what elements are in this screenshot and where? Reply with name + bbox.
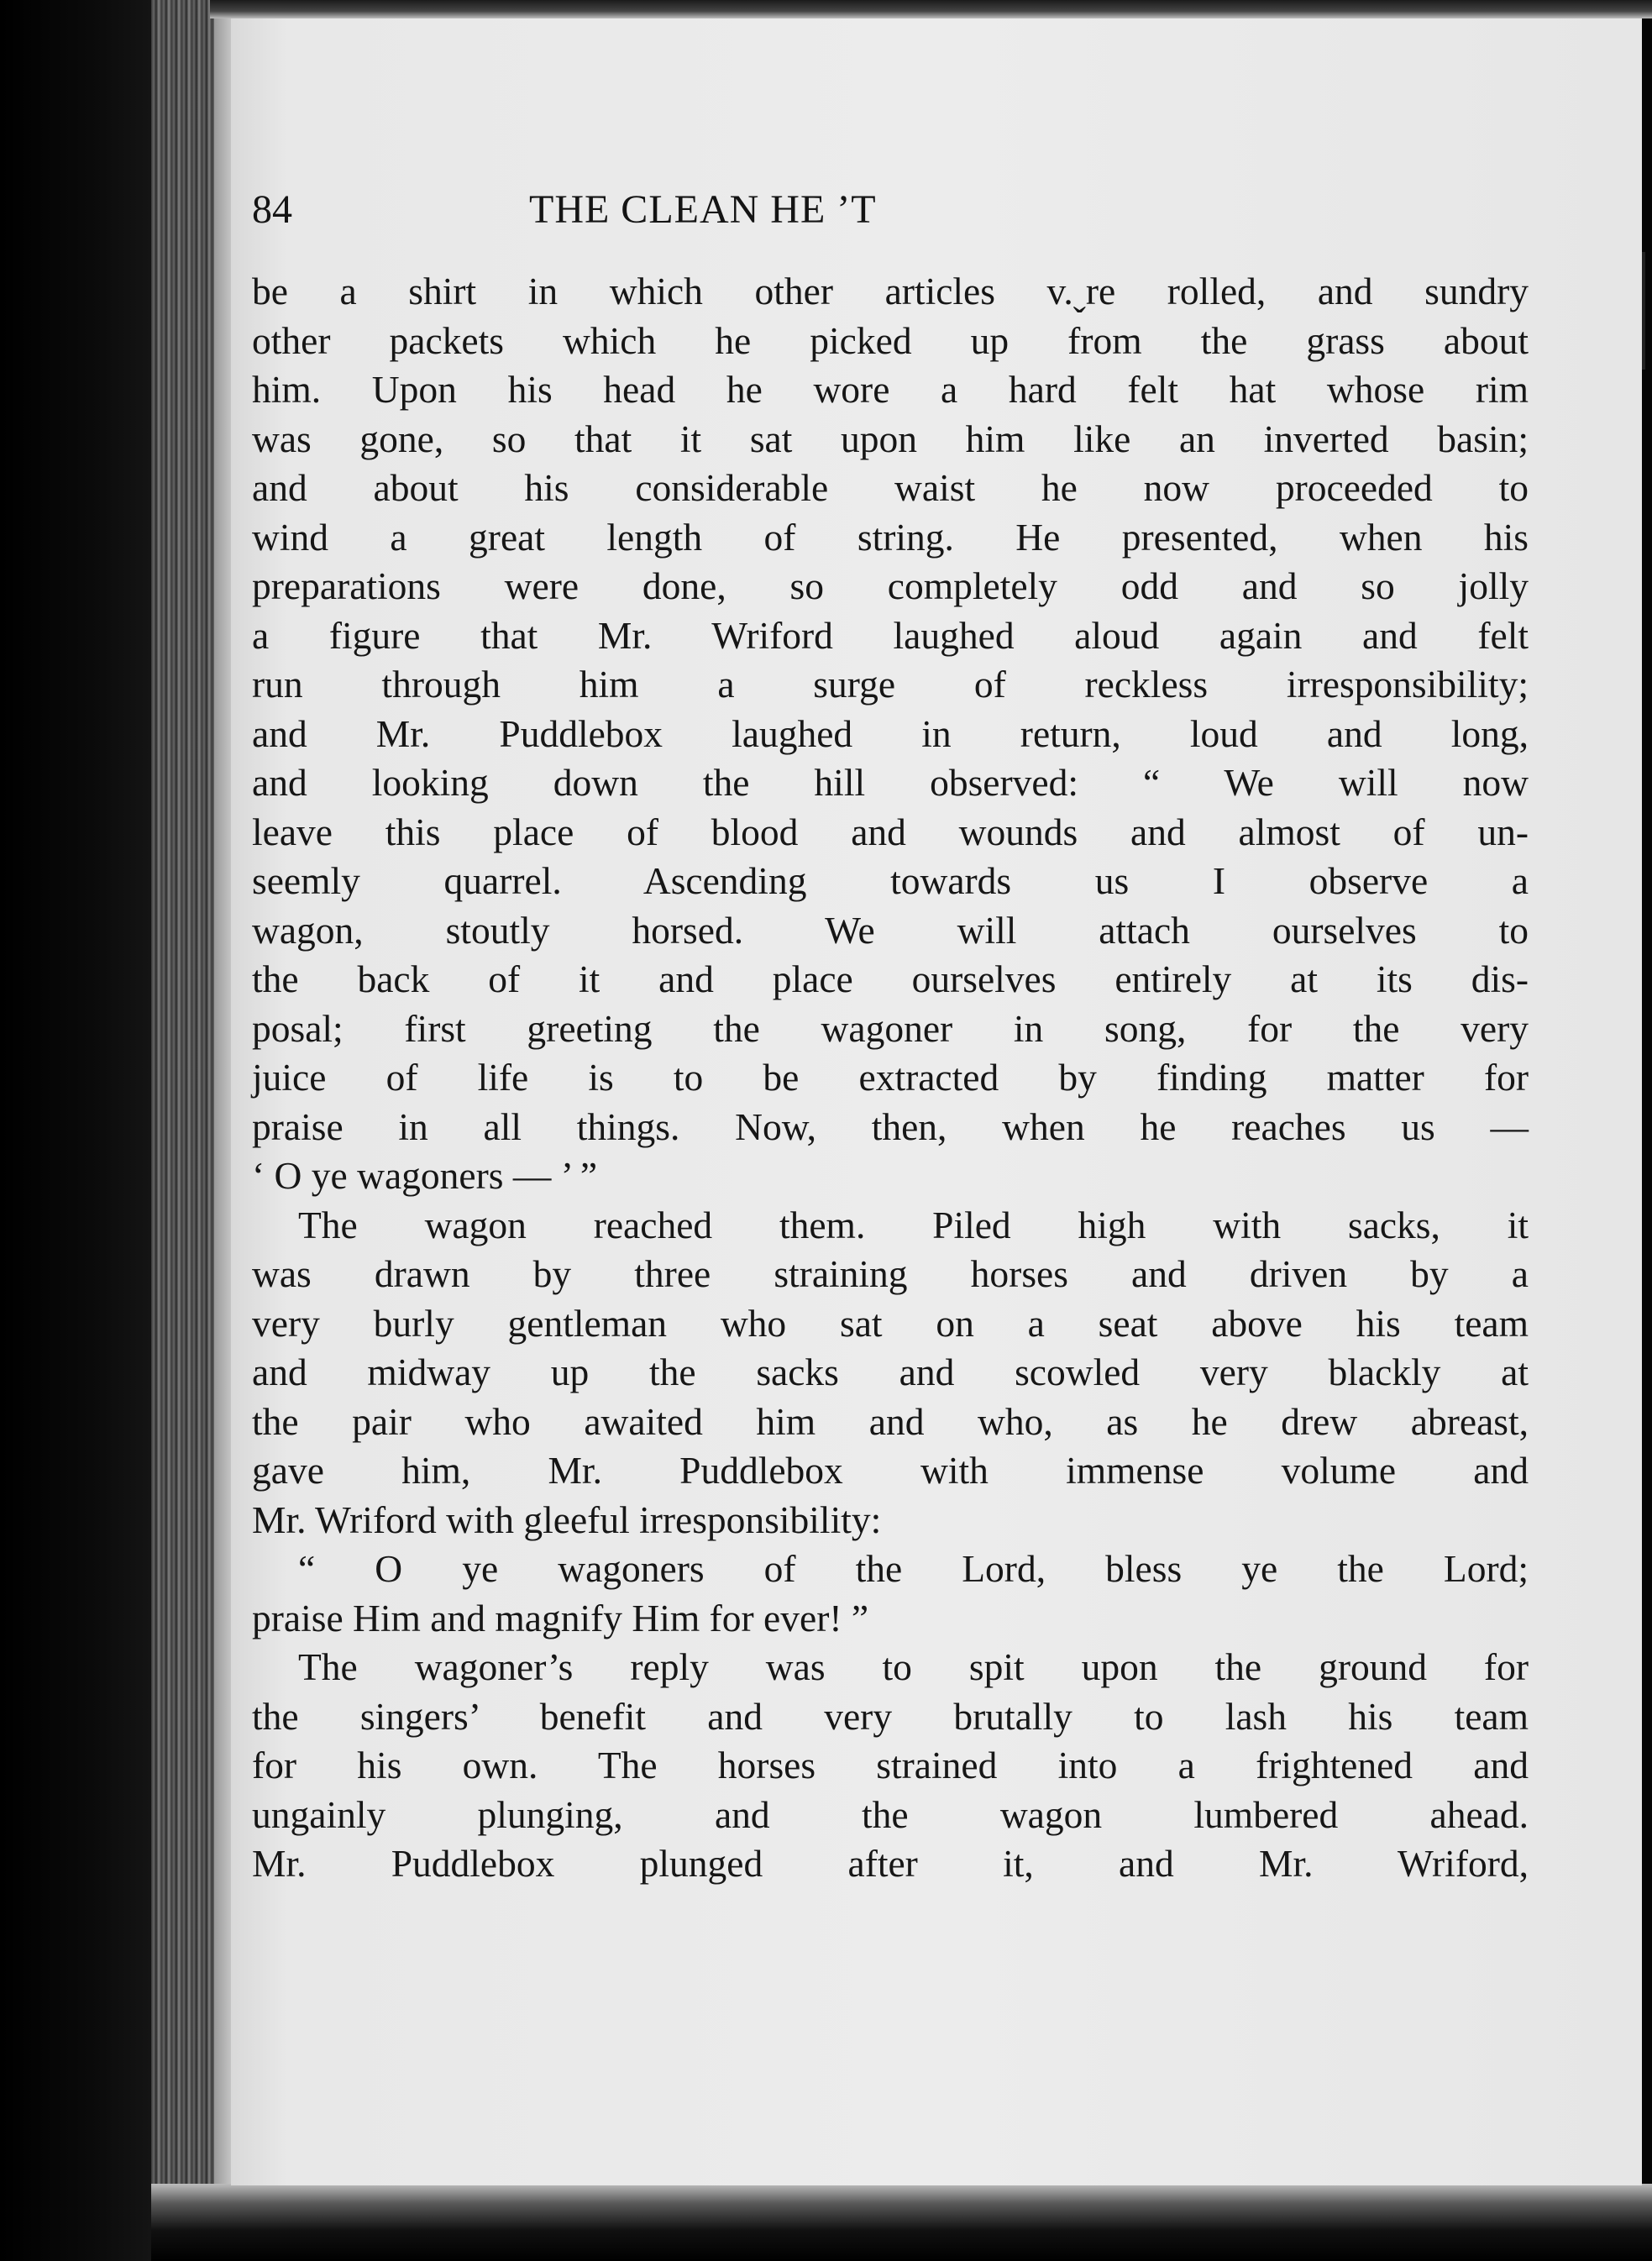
- text-line: was gone, so that it sat upon him like an inverted basin;: [252, 417, 1529, 460]
- running-title: THE CLEAN HE ’T: [529, 187, 877, 232]
- text-line: preparations were done, so completely odd and so jolly: [252, 564, 1529, 607]
- text-line: leave this place of blood and wounds and almost of un-: [252, 810, 1529, 853]
- text-line: wagon, stoutly horsed. We will attach ourselves to: [252, 908, 1529, 952]
- text-line: the back of it and place ourselves entirely at its dis-: [252, 957, 1529, 1000]
- text-line: him. Upon his head he wore a hard felt hat whose rim: [252, 368, 1529, 411]
- text-line: be a shirt in which other articles v.ˬre rolled, and sundry: [252, 270, 1529, 312]
- text-line: “ O ye wagoners of the Lord, bless ye the Lord;: [298, 1547, 1529, 1590]
- text-line: Mr. Wriford with gleeful irresponsibility:: [252, 1498, 882, 1541]
- text-line: gave him, Mr. Puddlebox with immense volume and: [252, 1449, 1529, 1492]
- body-text: [252, 267, 1529, 1889]
- text-line: very burly gentleman who sat on a seat above his team: [252, 1301, 1529, 1345]
- text-line: The wagon reached them. Piled high with sacks, it: [298, 1203, 1529, 1246]
- text-line: was drawn by three straining horses and driven by a: [252, 1252, 1529, 1295]
- text-line: praise Him and magnify Him for ever! ”: [252, 1596, 869, 1639]
- text-line: ungainly plunging, and the wagon lumbered ahead.: [252, 1792, 1529, 1836]
- text-line: Mr. Puddlebox plunged after it, and Mr. Wriford,: [252, 1842, 1529, 1885]
- text-line: other packets which he picked up from the grass about: [252, 318, 1529, 362]
- text-line: run through him a surge of reckless irresponsibility;: [252, 663, 1529, 706]
- text-line: juice of life is to be extracted by finding matter for: [252, 1056, 1529, 1099]
- running-head: [252, 181, 1529, 239]
- text-line: ‘ O ye wagoners — ’ ”: [252, 1154, 598, 1197]
- right-edge-mark: [1642, 252, 1645, 370]
- text-line: and Mr. Puddlebox laughed in return, loud and long,: [252, 711, 1529, 755]
- text-line: praise in all things. Now, then, when he reaches us —: [252, 1104, 1529, 1148]
- top-page-edge: [210, 0, 1652, 18]
- text-line: and about his considerable waist he now proceeded to: [252, 466, 1529, 509]
- text-line: and looking down the hill observed: “ We will now: [252, 761, 1529, 804]
- text-line: wind a great length of string. He presented, when his: [252, 515, 1529, 559]
- bottom-page-edge: [151, 2184, 1652, 2261]
- text-line: posal; first greeting the wagoner in song, for the very: [252, 1006, 1529, 1050]
- book-spine-shadow: [0, 0, 151, 2261]
- text-line: seemly quarrel. Ascending towards us I observe a: [252, 859, 1529, 902]
- text-line: the singers’ benefit and very brutally to lash his team: [252, 1694, 1529, 1738]
- text-line: and midway up the sacks and scowled very blackly at: [252, 1351, 1529, 1393]
- page-number: 84: [252, 187, 292, 232]
- text-line: a figure that Mr. Wriford laughed aloud again and felt: [252, 613, 1529, 657]
- text-line: the pair who awaited him and who, as he drew abreast,: [252, 1399, 1529, 1443]
- text-line: for his own. The horses strained into a frightened and: [252, 1744, 1529, 1786]
- text-line: The wagoner’s reply was to spit upon the ground for: [298, 1645, 1529, 1688]
